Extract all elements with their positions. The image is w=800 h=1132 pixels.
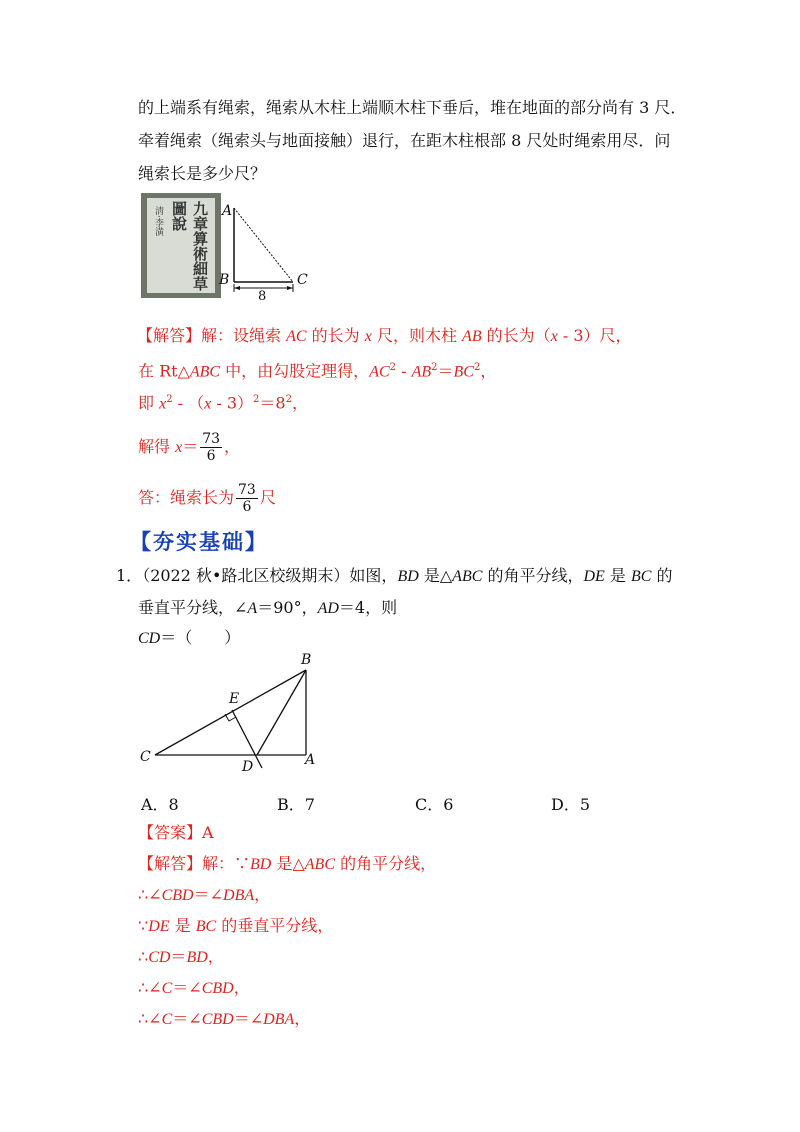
- problem-line-2: 牵着绳索（绳索头与地面接触）退行，在距木柱根部 8 尺处时绳索用尽．问: [138, 131, 671, 150]
- answer2-line-1: 【解答】解：∵BD 是△ABC 的角平分线，: [138, 854, 437, 873]
- answer2-line-6: ∴∠C＝∠CBD＝∠DBA，: [138, 1009, 311, 1028]
- answer1-line-5: 答：绳索长为 $\frac{73}{6}$ 尺: [138, 482, 276, 515]
- fig-label-d: D: [242, 759, 254, 775]
- answer1-line-4: 解得 x＝ $\frac{73}{6}$ ，: [138, 431, 241, 464]
- label-length: 8: [258, 289, 267, 304]
- option-b: B．7: [277, 795, 315, 814]
- problem-line-3: 绳索长是多少尺？: [138, 164, 267, 183]
- fig-label-c: C: [140, 749, 151, 765]
- section-title: 【夯实基础】: [130, 530, 268, 554]
- option-a: A．8: [141, 795, 179, 814]
- option-c: C．6: [415, 795, 454, 814]
- answer2-line-3: ∵DE 是 BC 的垂直平分线，: [138, 916, 334, 935]
- answer2-answer-line: 【答案】A: [138, 823, 214, 842]
- fraction: $\frac{73}{6}$: [238, 482, 256, 515]
- book-author: 淸·李潢: [153, 206, 163, 236]
- question1-line-1: 1．（2022 秋•路北区校级期末）如图，BD 是△ABC 的角平分线，DE 是 BC 的: [116, 566, 673, 585]
- label-a: A: [222, 203, 233, 219]
- book-cover-image: [141, 193, 221, 298]
- fig-label-e: E: [229, 691, 240, 707]
- fig-label-b: B: [301, 652, 312, 668]
- answer2-line-4: ∴CD＝BD，: [138, 947, 224, 966]
- fig-label-a: A: [305, 752, 316, 768]
- answer1-line-2: 在 Rt△ABC 中，由勾股定理得，$AC^2 - AB^2=BC^2$，: [138, 361, 497, 381]
- book-title: 九章算術細草圖說: [170, 201, 209, 291]
- question1-line-3: CD＝（ ）: [138, 628, 241, 647]
- label-b: B: [219, 272, 230, 288]
- right-triangle-figure: [215, 200, 335, 310]
- option-d: D．5: [551, 795, 591, 814]
- answer1-line-1: 【解答】解：设绳索 AC 的长为 x 尺，则木柱 AB 的长为（x - 3）尺，: [137, 326, 632, 345]
- label-c: C: [297, 272, 308, 288]
- answer2-line-2: ∴∠CBD＝∠DBA，: [138, 885, 271, 904]
- fraction: $\frac{73}{6}$: [202, 431, 221, 464]
- answer1-line-3: 即 $x^2 - (x - 3)^2=8^2$，: [138, 393, 308, 413]
- problem-line-1: 的上端系有绳索，绳索从木柱上端顺木柱下垂后，堆在地面的部分尚有 3 尺．: [138, 98, 687, 117]
- question1-line-2: 垂直平分线，∠A＝90°，AD＝4，则: [138, 598, 398, 617]
- answer2-line-5: ∴∠C＝∠CBD，: [138, 978, 250, 997]
